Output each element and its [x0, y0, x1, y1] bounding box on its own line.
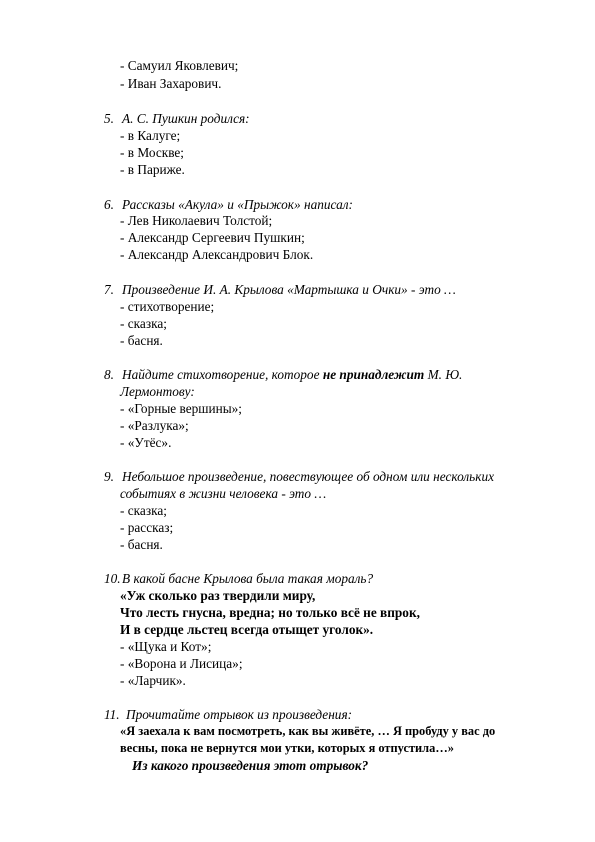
question-number: 6.: [104, 197, 114, 212]
question-11: [104, 706, 352, 723]
question-6: [104, 196, 353, 213]
option-line: - в Калуге;: [120, 128, 181, 143]
option-line: - Иван Захарович.: [120, 76, 222, 91]
question-emphasis: не принадлежит: [322, 367, 425, 382]
option-line: - Самуил Яковлевич;: [120, 58, 239, 73]
question-10: [104, 570, 373, 587]
question-number: 10.: [104, 571, 121, 586]
option-line: - в Москве;: [120, 145, 184, 160]
quote-line: весны, пока не вернутся мои утки, которых я отпустила…»: [120, 741, 454, 755]
question-text: А. С. Пушкин родился:: [122, 111, 250, 126]
question-text: Произведение И. А. Крылова «Мартышка и Очки» - это …: [122, 282, 456, 297]
question-text: Найдите стихотворение, которое: [122, 367, 323, 382]
option-line: - «Щука и Кот»;: [120, 639, 212, 654]
option-line: - «Ворона и Лисица»;: [120, 656, 243, 671]
quote-line: И в сердце льстец всегда отыщет уголок».: [120, 622, 374, 637]
question-number: 9.: [104, 469, 114, 484]
option-line: - рассказ;: [120, 520, 174, 535]
option-line: - басня.: [120, 333, 163, 348]
question-8: [104, 366, 462, 383]
question-text-continued: событиях в жизни человека - это …: [120, 486, 327, 501]
question-text: М. Ю.: [424, 367, 463, 382]
option-line: - Александр Сергеевич Пушкин;: [120, 230, 305, 245]
question-prompt: Из какого произведения этот отрывок?: [132, 758, 369, 773]
option-line: - Александр Александрович Блок.: [120, 247, 314, 262]
question-number: 11.: [104, 707, 120, 722]
question-5: [104, 110, 250, 127]
option-line: - сказка;: [120, 316, 167, 331]
option-line: - Лев Николаевич Толстой;: [120, 213, 273, 228]
option-line: - в Париже.: [120, 162, 185, 177]
question-number: 7.: [104, 282, 114, 297]
option-line: - «Горные вершины»;: [120, 401, 242, 416]
quote-line: «Я заехала к вам посмотреть, как вы живёте, … Я пробуду у вас до: [120, 724, 496, 738]
question-9: [104, 468, 494, 485]
option-line: - стихотворение;: [120, 299, 215, 314]
option-line: - «Утёс».: [120, 435, 172, 450]
question-text-continued: Лермонтову:: [120, 384, 195, 399]
question-text: Небольшое произведение, повествующее об одном или нескольких: [122, 469, 495, 484]
option-line: - сказка;: [120, 503, 167, 518]
question-number: 5.: [104, 111, 114, 126]
question-number: 8.: [104, 367, 114, 382]
quote-line: «Уж сколько раз твердили миру,: [120, 588, 316, 603]
option-line: - «Разлука»;: [120, 418, 189, 433]
question-text: Рассказы «Акула» и «Прыжок» написал:: [122, 197, 353, 212]
option-line: - басня.: [120, 537, 163, 552]
question-text: Прочитайте отрывок из произведения:: [126, 707, 353, 722]
option-line: - «Ларчик».: [120, 673, 186, 688]
question-7: [104, 281, 456, 298]
question-text: В какой басне Крылова была такая мораль?: [122, 571, 374, 586]
quote-line: Что лесть гнусна, вредна; но только всё не впрок,: [120, 605, 420, 620]
